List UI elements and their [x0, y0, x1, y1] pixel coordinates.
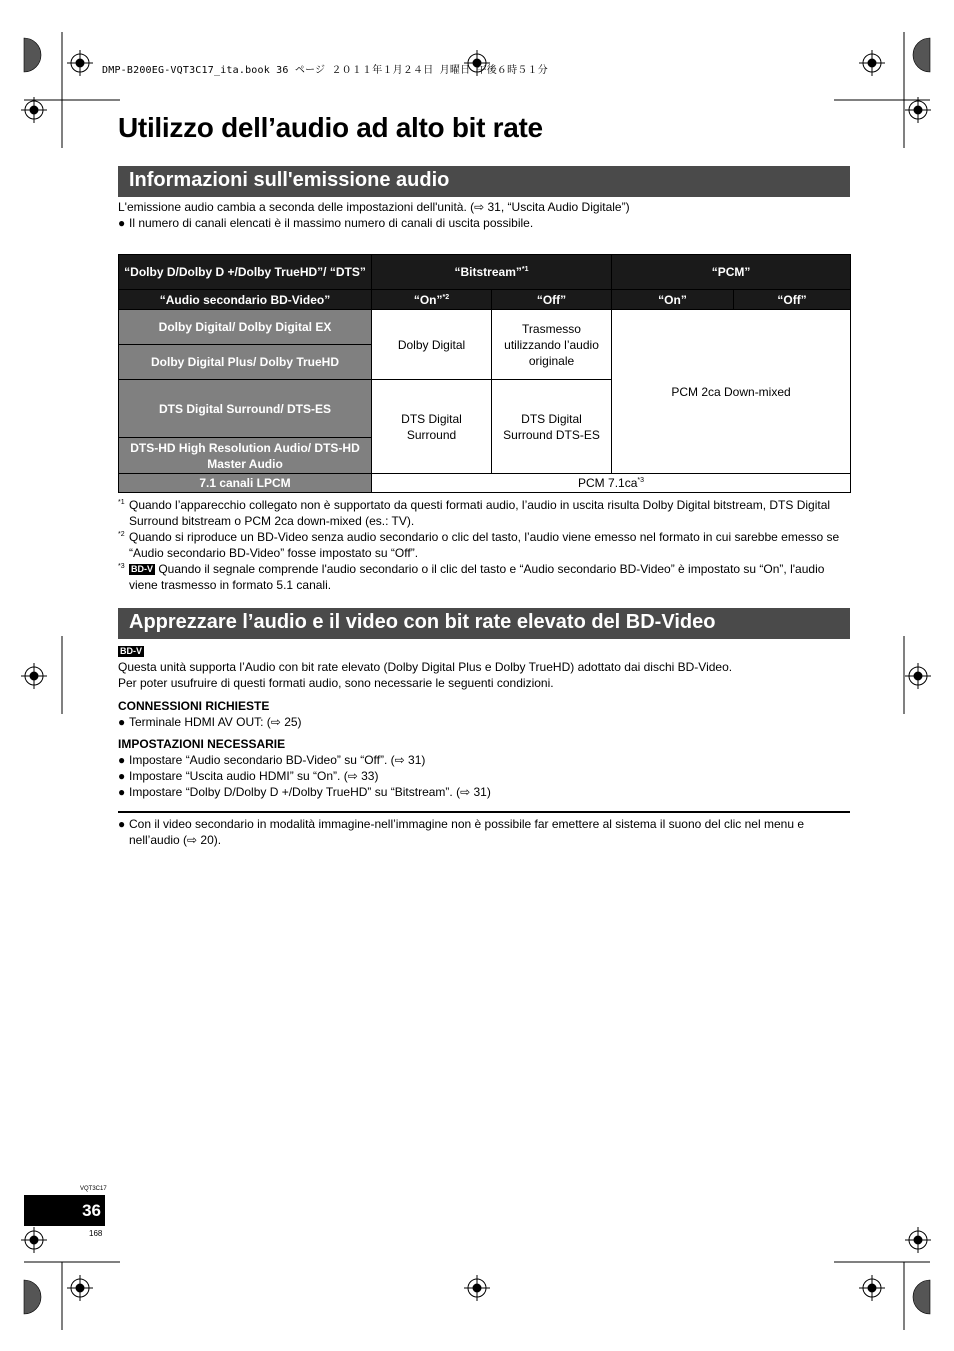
bullet-icon: ●: [118, 769, 126, 783]
cell-dts-on: DTS Digital Surround: [372, 380, 492, 474]
section-heading-high-bitrate: Apprezzare l’audio e il video con bit rate elevato del BD-Video: [118, 608, 850, 639]
cell-lpcm-value: PCM $7.1ca^{*3}$: [372, 474, 851, 493]
section2-body: [118, 643, 853, 800]
table-row: [119, 255, 851, 290]
footnote-1: *1 Quando l’apparecchio collegato non è supportato da questi formati audio, l’audio in uscita risulta Dolby Digital bitstream, DTS Digital Surround bitstream o PCM 2ca down-mixed (es.: TV).: [118, 498, 831, 528]
audio-output-table: [118, 254, 851, 493]
row-label-dts-hd: DTS-HD High Resolution Audio/ DTS-HD Master Audio: [119, 438, 372, 474]
bullet-icon: ●: [118, 753, 126, 767]
print-header-line: DMP-B200EG-VQT3C17_ita.book 36 ページ ２０１１年１月２４日 月曜日 午後６時５１分: [102, 65, 548, 76]
header-on-pcm: “On”: [612, 290, 734, 310]
intro-bullet-text: Il numero di canali elencati è il massimo numero di canali di uscita possibile.: [129, 216, 534, 230]
final-note: [118, 816, 853, 848]
footer-code: VQT3C17: [80, 1186, 107, 1192]
connections-heading: CONNESSIONI RICHIESTE: [118, 699, 270, 713]
row-label-dolby-plus: Dolby Digital Plus/ Dolby TrueHD: [119, 345, 372, 380]
intro-bullet: [118, 215, 853, 231]
footnote-3: *3 BD-V Quando il segnale comprende l'audio secondario o il clic del tasto e “Audio secondario BD-Video” è impostato su “On”, l'audio viene trasmesso in formato 5.1 canali.: [118, 562, 825, 592]
table-row: [119, 290, 851, 310]
footnotes: [118, 497, 853, 593]
header-bitstream: “Bitstream”$^{*1}$: [372, 255, 612, 290]
header-off-pcm: “Off”: [734, 290, 851, 310]
cell-pcm-downmix: PCM 2ca Down-mixed: [612, 310, 851, 474]
list-item: ● Terminale HDMI AV OUT: (⇨ 25): [118, 715, 302, 729]
cell-dolby-on: Dolby Digital: [372, 310, 492, 380]
header-off-bitstream: “Off”: [492, 290, 612, 310]
cell-dolby-off: Trasmesso utilizzando l’audio originale: [492, 310, 612, 380]
list-item: ● Impostare “Dolby D/Dolby D +/Dolby TrueHD” su “Bitstream”. (⇨ 31): [118, 785, 491, 799]
list-item: ● Impostare “Uscita audio HDMI” su “On”. (⇨ 33): [118, 769, 379, 783]
page-number: 36: [24, 1195, 105, 1226]
section2-paragraph-1: Questa unità supporta l’Audio con bit rate elevato (Dolby Digital Plus e Dolby TrueHD) adottato dai dischi BD-Video.: [118, 660, 733, 674]
list-item: ● Impostare “Audio secondario BD-Video” su “Off”. (⇨ 31): [118, 753, 426, 767]
bullet-icon: ●: [118, 785, 126, 799]
divider: [118, 811, 850, 813]
section2-paragraph-2: Per poter usufruire di questi formati audio, sono necessarie le seguenti condizioni.: [118, 676, 554, 690]
intro-text: L'emissione audio cambia a seconda delle impostazioni dell'unità. (⇨ 31, “Uscita Audio Digitale”): [118, 200, 630, 214]
row-label-dolby-digital: Dolby Digital/ Dolby Digital EX: [119, 310, 372, 345]
page-title: Utilizzo dell’audio ad alto bit rate: [118, 112, 543, 143]
bd-v-badge: BD-V: [120, 646, 142, 656]
bullet-icon: ●: [118, 817, 126, 831]
table-row: [119, 310, 851, 345]
section-heading-audio-output: Informazioni sull'emissione audio: [118, 166, 850, 197]
footnote-2: *2 Quando si riproduce un BD-Video senza audio secondario o clic del tasto, l’audio viene emesso nel formato in cui sarebbe emesso se “Audio secondario BD-Video” fosse impostato su “Off”.: [118, 530, 840, 560]
settings-heading: IMPOSTAZIONI NECESSARIE: [118, 737, 286, 751]
header-pcm: “PCM”: [612, 255, 851, 290]
section1-intro: [118, 199, 853, 231]
bd-v-badge: BD-V: [131, 564, 153, 574]
sub-page-number: 168: [89, 1229, 103, 1238]
bullet-icon: ●: [118, 216, 126, 230]
header-format-setting: “Dolby D/Dolby D +/Dolby TrueHD”/ “DTS”: [119, 255, 372, 290]
header-on-bitstream: “On”$^{*2}$: [372, 290, 492, 310]
cell-dts-off: DTS Digital Surround DTS-ES: [492, 380, 612, 474]
row-label-lpcm: 7.1 canali LPCM: [119, 474, 372, 493]
bullet-icon: ●: [118, 715, 126, 729]
list-item: ● Con il video secondario in modalità immagine-nell’immagine non è possibile far emettere al sistema il suono del clic nel menu e nell’audio (⇨ 20).: [118, 817, 805, 847]
header-secondary-audio: “Audio secondario BD-Video”: [119, 290, 372, 310]
row-label-dts: DTS Digital Surround/ DTS-ES: [119, 380, 372, 438]
table-row: [119, 474, 851, 493]
